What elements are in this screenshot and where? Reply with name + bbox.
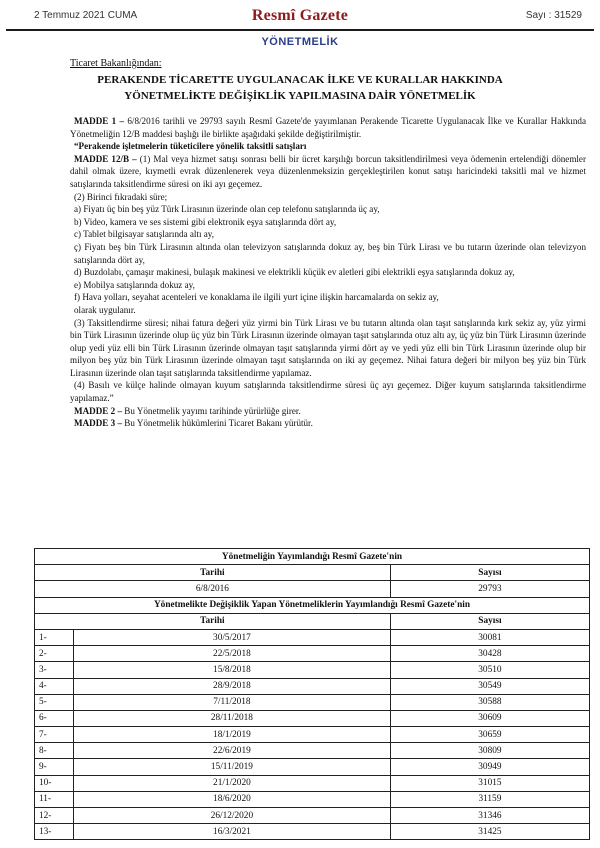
- row-index: 13-: [35, 824, 74, 840]
- row-number: 30659: [390, 727, 589, 743]
- table-row: [35, 824, 590, 840]
- regulation-body: [70, 115, 586, 430]
- article-text: Bu Yönetmelik yayımı tarihinde yürürlüğe girer.: [122, 405, 301, 416]
- table-row: [35, 662, 590, 678]
- row-number: 31015: [390, 775, 589, 791]
- list-item: olarak uygulanır.: [74, 304, 136, 315]
- row-date: 21/1/2020: [74, 775, 391, 791]
- section-title: YÖNETMELİK: [261, 36, 339, 48]
- row-number: 30549: [390, 678, 589, 694]
- amendment-history-table: [34, 548, 590, 840]
- list-item: a) Fiyatı üç bin beş yüz Türk Lirasının üzerinde olan cep telefonu satışlarında üç ay,: [74, 204, 380, 215]
- regulation-title-line: PERAKENDE TİCARETTE UYGULANACAK İLKE VE KURALLAR HAKKINDA: [97, 74, 503, 86]
- table-row: [35, 710, 590, 726]
- article-text: (1) Mal veya hizmet satışı sonrası belli bir ücret karşılığı borcun taksitlendirilmesi veya ödemenin ertelendiği dönemler dahil olmak üzere, kıymetli evrak düzenlenerek veya düzenlenmeksizin gerçekleştirilen konut satışı haricindeki taksitli mal ve hizmet satışlarında taksitlendirme süresi on iki ayı geçemez.: [70, 153, 586, 189]
- row-number: 30609: [390, 710, 589, 726]
- table-caption-row: [35, 597, 590, 613]
- article-3: [70, 417, 586, 430]
- row-index: 4-: [35, 678, 74, 694]
- paragraph-2-intro: (2) Birinci fıkradaki süre;: [74, 191, 168, 202]
- table-row: [35, 727, 590, 743]
- row-index: 8-: [35, 743, 74, 759]
- table-row: [35, 646, 590, 662]
- row-number: 31425: [390, 824, 589, 840]
- row-date: 22/5/2018: [74, 646, 391, 662]
- row-index: 10-: [35, 775, 74, 791]
- row-number: 30949: [390, 759, 589, 775]
- row-index: 6-: [35, 710, 74, 726]
- article-label: MADDE 1 –: [74, 116, 125, 126]
- row-number: 30428: [390, 646, 589, 662]
- row-index: 9-: [35, 759, 74, 775]
- row-date: 30/5/2017: [74, 629, 391, 645]
- list-item: b) Video, kamera ve ses sistemi gibi elektronik eşya satışlarında dört ay,: [74, 216, 337, 227]
- ministry-label: Ticaret Bakanlığından:: [70, 58, 162, 69]
- table-row: [35, 581, 590, 597]
- table-row: [35, 694, 590, 710]
- paragraph-4: (4) Basılı ve külçe halinde olmayan kuyum satışlarında taksitlendirme süresi üç ayı geçemez. Diğer kuyum satışlarında taksitlendirme yapılamaz.”: [70, 380, 586, 404]
- row-date: 7/11/2018: [74, 694, 391, 710]
- row-date: 28/11/2018: [74, 710, 391, 726]
- row-index: 3-: [35, 662, 74, 678]
- article-1: [70, 115, 586, 140]
- row-date: 16/3/2021: [74, 824, 391, 840]
- table-caption-row: [35, 549, 590, 565]
- row-date: 26/12/2020: [74, 808, 391, 824]
- list-item: e) Mobilya satışlarında dokuz ay,: [74, 279, 195, 290]
- table-header-row: [35, 565, 590, 581]
- table-caption: Yönetmeliğin Yayımlandığı Resmî Gazete'nin: [35, 549, 590, 565]
- table-row: [35, 743, 590, 759]
- row-index: 1-: [35, 629, 74, 645]
- header-date: 2 Temmuz 2021 CUMA: [34, 10, 138, 21]
- row-number: 30510: [390, 662, 589, 678]
- table-header-row: [35, 613, 590, 629]
- column-header-number: Sayısı: [390, 565, 589, 581]
- paragraph-3: (3) Taksitlendirme süresi; nihai fatura değeri yüz yirmi bin Türk Lirası ve bu tutarın altında olan taşıt satışlarında kırk sekiz ay, yüz yirmi bin Türk Lirasının üzerinde olup üç yüz bin Türk Lirasının üzerinde olmayan taşıt satışlarında otuz altı ay, üç yüz bin Türk Lirasının üzerinde olup yedi yüz elli bin Türk Lirasının üzerinde olmayan taşıt satışlarında yirmi dört ay ve yedi yüz elli bin Türk Lirasının üzerinde olup bir milyon beş yüz bin Türk Lirasının üzerinde olmayan taşıt satışlarında on iki ay geçemez. Nihai fatura değeri bir milyon beş yüz bin Türk Lirasının üzerinde olan taşıt satışlarında taksitlendirme yapılamaz.: [70, 317, 586, 378]
- row-date: 22/6/2019: [74, 743, 391, 759]
- page-header: [6, 5, 594, 31]
- list-item: ç) Fiyatı beş bin Türk Lirasının altında olan televizyon satışlarında dokuz ay, beş bin Türk Lirası ve bu tutarın üzerinde olan televizyon satışlarında dört ay,: [74, 241, 586, 265]
- gazette-title: Resmî Gazete: [251, 7, 349, 24]
- table-row: [35, 808, 590, 824]
- article-text: 6/8/2016 tarihli ve 29793 sayılı Resmî Gazete'de yayımlanan Perakende Ticarette Uygulanacak İlke ve Kurallar Hakkında Yönetmeliğin 12/B maddesi başlığı ile birlikte aşağıdaki şekilde değiştirilmiştir.: [70, 116, 586, 139]
- table-row: [35, 678, 590, 694]
- list-item: c) Tablet bilgisayar satışlarında altı ay,: [74, 229, 215, 240]
- row-number: 30588: [390, 694, 589, 710]
- column-header-date: Tarihi: [35, 613, 391, 629]
- original-date: 6/8/2016: [35, 581, 391, 597]
- table-row: [35, 791, 590, 807]
- original-number: 29793: [390, 581, 589, 597]
- row-date: 18/1/2019: [74, 727, 391, 743]
- row-number: 31346: [390, 808, 589, 824]
- regulation-title: [40, 72, 560, 104]
- article-2: [70, 405, 586, 418]
- row-date: 18/6/2020: [74, 791, 391, 807]
- article-12b: [70, 153, 586, 191]
- row-date: 28/9/2018: [74, 678, 391, 694]
- row-date: 15/11/2019: [74, 759, 391, 775]
- row-index: 2-: [35, 646, 74, 662]
- row-number: 31159: [390, 791, 589, 807]
- article-label: MADDE 12/B –: [74, 153, 137, 164]
- article-label: MADDE 3 –: [74, 418, 122, 429]
- article-text: Bu Yönetmelik hükümlerini Ticaret Bakanı yürütür.: [122, 418, 313, 429]
- row-index: 11-: [35, 791, 74, 807]
- column-header-number: Sayısı: [390, 613, 589, 629]
- issue-number: Sayı : 31529: [525, 10, 582, 21]
- row-number: 30081: [390, 629, 589, 645]
- row-number: 30809: [390, 743, 589, 759]
- row-index: 5-: [35, 694, 74, 710]
- table-row: [35, 629, 590, 645]
- quote-heading: “Perakende işletmelerin tüketicilere yönelik taksitli satışları: [74, 141, 307, 152]
- table-row: [35, 775, 590, 791]
- column-header-date: Tarihi: [35, 565, 391, 581]
- table-caption: Yönetmelikte Değişiklik Yapan Yönetmeliklerin Yayımlandığı Resmî Gazete'nin: [35, 597, 590, 613]
- row-index: 12-: [35, 808, 74, 824]
- row-date: 15/8/2018: [74, 662, 391, 678]
- list-item: d) Buzdolabı, çamaşır makinesi, bulaşık makinesi ve elektrikli küçük ev aletleri gibi elektrikli eşya satışlarında dokuz ay,: [74, 267, 515, 278]
- row-index: 7-: [35, 727, 74, 743]
- regulation-title-line: YÖNETMELİKTE DEĞİŞİKLİK YAPILMASINA DAİR YÖNETMELİK: [124, 90, 476, 102]
- article-label: MADDE 2 –: [74, 405, 122, 416]
- table-row: [35, 759, 590, 775]
- list-item: f) Hava yolları, seyahat acenteleri ve konaklama ile ilgili yurt içine ilişkin harcamalarda on sekiz ay,: [74, 292, 439, 303]
